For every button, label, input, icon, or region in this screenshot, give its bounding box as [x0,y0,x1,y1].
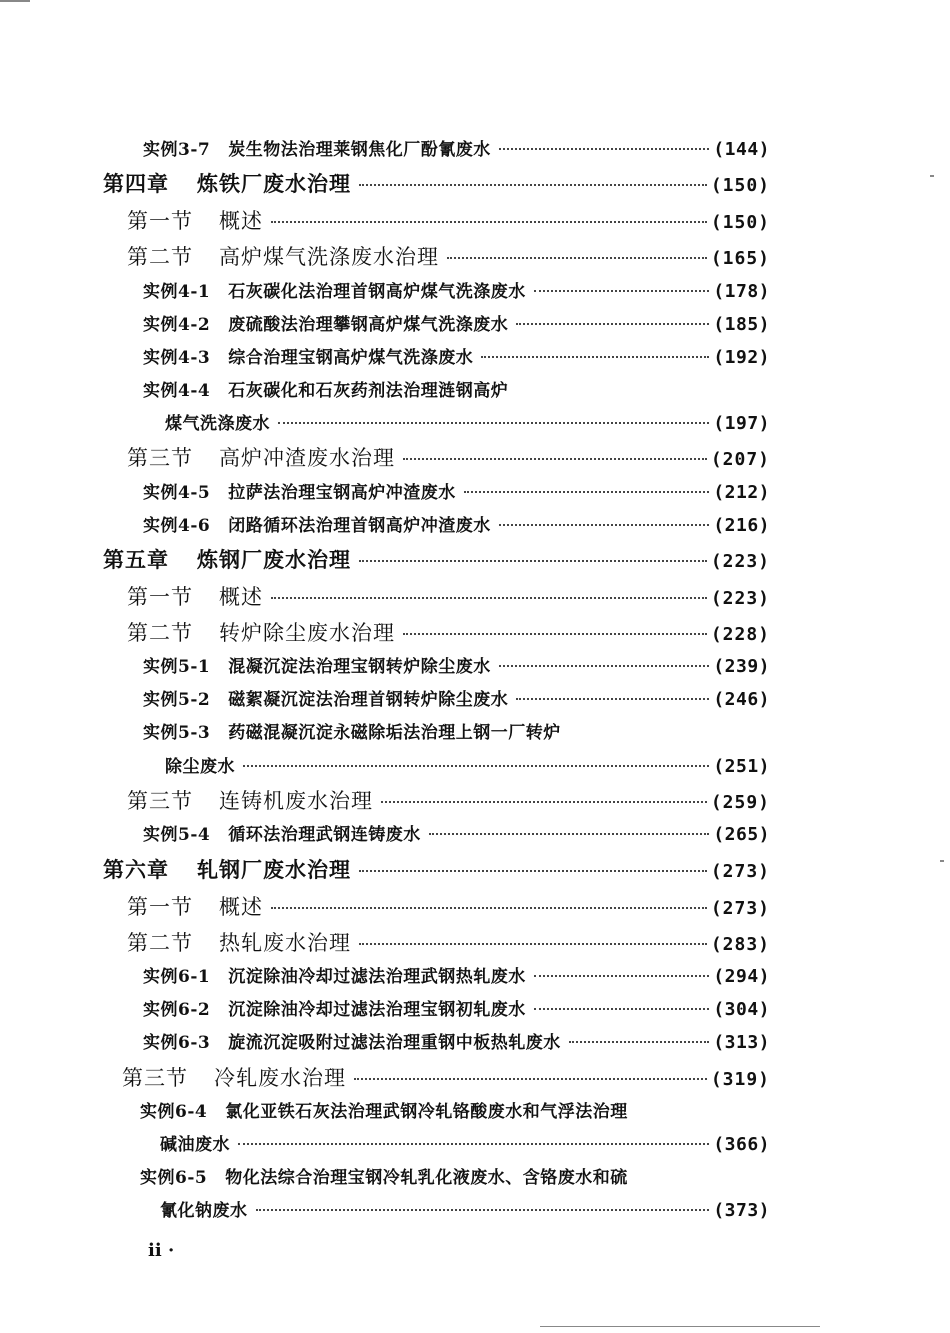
toc-entry [0,718,770,743]
toc-section [0,617,770,647]
chapter-label: 第四章 [103,171,169,196]
toc-section [0,581,770,611]
dot-leader [403,633,707,635]
entry-page: (239) [713,656,770,677]
entry-page: (265) [713,824,770,845]
toc-section [0,241,770,271]
dot-leader [499,524,710,526]
section-title: 概述 [219,585,263,609]
entry-title: 沉淀除油冷却过滤法治理武钢热轧废水 [228,967,526,987]
dot-leader [569,1041,710,1043]
toc-entry [0,1097,770,1122]
entry-page: (259) [710,792,770,813]
entry-page: (366) [713,1134,770,1155]
entry-label: 实例4-5 [143,483,211,503]
entry-label: 实例5-4 [143,825,211,845]
entry-page: (304) [713,999,770,1020]
dot-leader [499,148,710,150]
section-label: 第一节 [127,895,193,919]
dot-leader [359,870,707,872]
section-label: 第一节 [127,585,193,609]
entry-title: 沉淀除油冷却过滤法治理宝钢初轧废水 [228,1000,526,1020]
toc-entry [0,135,770,160]
dot-leader [381,801,707,803]
entry-title: 磁絮凝沉淀法治理首钢转炉除尘废水 [228,690,509,710]
section-label: 第二节 [127,621,193,645]
toc-section [0,1062,770,1092]
chapter-title: 轧钢厂废水治理 [197,857,351,882]
toc-entry-continuation [0,752,770,777]
entry-page: (228) [710,624,770,645]
scan-artifact [930,175,934,177]
entry-label: 实例5-3 [143,723,211,743]
entry-label: 实例5-2 [143,690,211,710]
entry-page: (283) [710,934,770,955]
toc-section [0,442,770,472]
section-label: 第三节 [127,446,193,470]
dot-leader [534,290,710,292]
toc-entry [0,277,770,302]
entry-label: 实例4-6 [143,516,211,536]
dot-leader [429,833,710,835]
entry-page: (313) [713,1032,770,1053]
entry-title: 闭路循环法治理首钢高炉冲渣废水 [228,516,491,536]
toc-entry [0,310,770,335]
entry-page: (223) [710,588,770,609]
toc-entry [0,995,770,1020]
section-title: 连铸机废水治理 [219,789,373,813]
toc-entry [0,1163,770,1188]
entry-label: 实例3-7 [143,140,211,160]
toc-entry [0,685,770,710]
entry-page: (246) [713,689,770,710]
toc-entry [0,478,770,503]
entry-page: (273) [710,861,770,882]
entry-title: 物化法综合治理宝钢冷轧乳化液废水、含铬废水和硫 [225,1168,628,1188]
entry-page: (319) [710,1069,770,1090]
entry-title: 混凝沉淀法治理宝钢转炉除尘废水 [228,657,491,677]
entry-page: (223) [710,551,770,572]
toc-entry [0,1028,770,1053]
dot-leader [238,1143,709,1145]
entry-title: 旋流沉淀吸附过滤法治理重钢中板热轧废水 [228,1033,561,1053]
toc-entry [0,962,770,987]
toc-entry [0,376,770,401]
entry-title: 炭生物法治理莱钢焦化厂酚氰废水 [228,140,491,160]
section-label: 第三节 [122,1066,188,1090]
entry-page: (207) [710,449,770,470]
entry-label: 实例4-4 [143,381,211,401]
page-number: ii · [148,1240,175,1261]
scan-artifact [0,0,30,2]
entry-label: 实例6-5 [140,1168,208,1188]
entry-page: (150) [710,212,770,233]
dot-leader [516,698,709,700]
chapter-title: 炼铁厂废水治理 [197,171,351,196]
dot-leader [271,221,707,223]
dot-leader [243,765,709,767]
entry-page: (373) [713,1200,770,1221]
dot-leader [256,1209,710,1211]
entry-page: (185) [713,314,770,335]
entry-page: (273) [710,898,770,919]
entry-label: 实例6-4 [140,1102,208,1122]
dot-leader [481,356,709,358]
chapter-title: 炼钢厂废水治理 [197,547,351,572]
entry-title: 碱油废水 [160,1135,230,1155]
entry-label: 实例6-1 [143,967,211,987]
dot-leader [359,943,707,945]
entry-title: 石灰碳化法治理首钢高炉煤气洗涤废水 [228,282,526,302]
toc-chapter [0,544,770,574]
toc-entry-continuation [0,1196,770,1221]
entry-title: 除尘废水 [165,757,235,777]
entry-title: 氯化亚铁石灰法治理武钢冷轧铬酸废水和气浮法治理 [225,1102,628,1122]
chapter-label: 第六章 [103,857,169,882]
section-title: 转炉除尘废水治理 [219,621,395,645]
entry-label: 实例6-3 [143,1033,211,1053]
entry-page: (150) [710,175,770,196]
scan-artifact [540,1326,820,1327]
section-label: 第二节 [127,931,193,955]
entry-page: (144) [713,139,770,160]
dot-leader [271,597,707,599]
toc-chapter [0,854,770,884]
section-title: 高炉煤气洗涤废水治理 [219,245,439,269]
entry-page: (197) [713,413,770,434]
section-title: 概述 [219,895,263,919]
entry-page: (294) [713,966,770,987]
dot-leader [447,257,707,259]
entry-title: 石灰碳化和石灰药剂法治理涟钢高炉 [228,381,509,401]
entry-label: 实例4-2 [143,315,211,335]
dot-leader [464,491,710,493]
toc-entry [0,511,770,536]
toc-section [0,785,770,815]
entry-label: 实例6-2 [143,1000,211,1020]
entry-title: 废硫酸法治理攀钢高炉煤气洗涤废水 [228,315,509,335]
toc-chapter [0,168,770,198]
section-label: 第二节 [127,245,193,269]
dot-leader [499,665,710,667]
entry-label: 实例4-1 [143,282,211,302]
toc-entry [0,652,770,677]
section-label: 第三节 [127,789,193,813]
entry-title: 综合治理宝钢高炉煤气洗涤废水 [228,348,474,368]
section-title: 冷轧废水治理 [214,1066,346,1090]
entry-label: 实例4-3 [143,348,211,368]
toc-entry-continuation [0,409,770,434]
scan-artifact [940,860,944,862]
entry-page: (165) [710,248,770,269]
section-title: 概述 [219,209,263,233]
dot-leader [534,975,710,977]
dot-leader [403,458,707,460]
dot-leader [354,1078,707,1080]
toc-section [0,205,770,235]
entry-page: (251) [713,756,770,777]
dot-leader [534,1008,710,1010]
dot-leader [359,184,707,186]
section-title: 热轧废水治理 [219,931,351,955]
toc-section [0,927,770,957]
entry-page: (212) [713,482,770,503]
entry-label: 实例5-1 [143,657,211,677]
dot-leader [271,907,707,909]
dot-leader [278,422,709,424]
entry-title: 氰化钠废水 [160,1201,248,1221]
toc-entry-continuation [0,1130,770,1155]
entry-page: (178) [713,281,770,302]
entry-page: (216) [713,515,770,536]
toc-entry [0,820,770,845]
entry-title: 煤气洗涤废水 [165,414,270,434]
section-label: 第一节 [127,209,193,233]
toc-section [0,891,770,921]
toc-entry [0,343,770,368]
dot-leader [516,323,709,325]
chapter-label: 第五章 [103,547,169,572]
dot-leader [359,560,707,562]
entry-title: 拉萨法治理宝钢高炉冲渣废水 [228,483,456,503]
entry-title: 药磁混凝沉淀永磁除垢法治理上钢一厂转炉 [228,723,561,743]
section-title: 高炉冲渣废水治理 [219,446,395,470]
entry-page: (192) [713,347,770,368]
entry-title: 循环法治理武钢连铸废水 [228,825,421,845]
